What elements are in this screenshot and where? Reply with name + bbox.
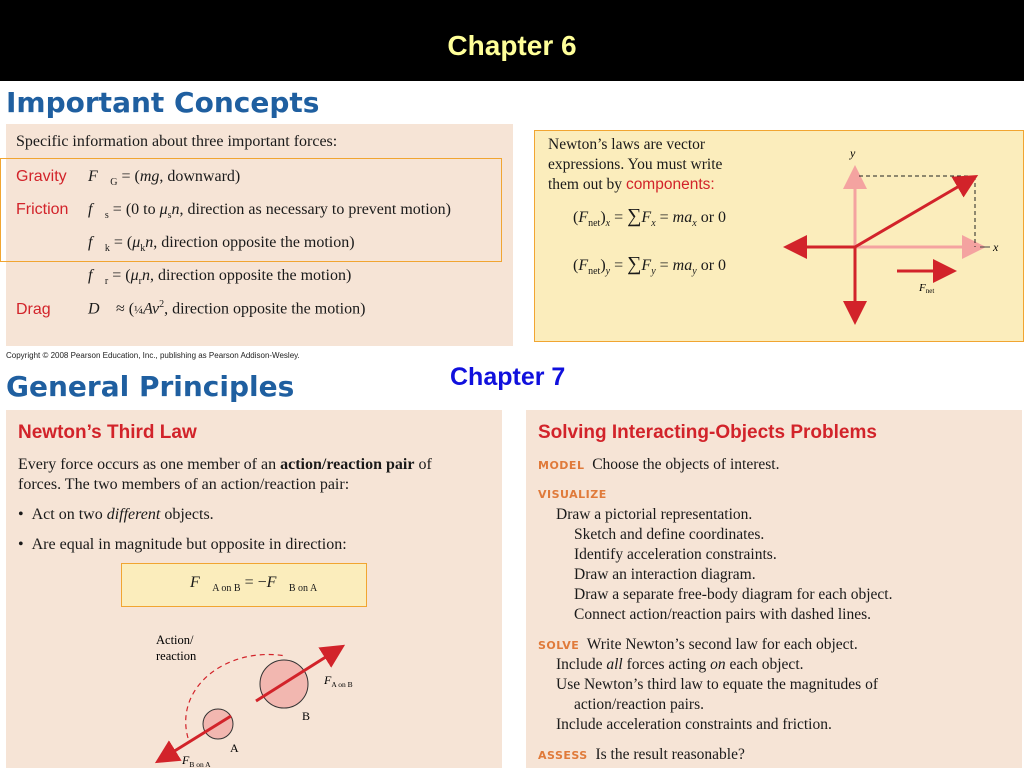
visualize-line-6: Connect action/reaction pairs with dashed lines. (574, 606, 871, 623)
visualize-tag: VISUALIZE (538, 488, 607, 501)
y-axis-label: y (850, 146, 856, 160)
model-tag: MODEL (538, 459, 585, 472)
copyright-note: Copyright © 2008 Pearson Education, Inc., publishing as Pearson Addison-Wesley. (6, 351, 300, 360)
solve-step: SOLVE Write Newton’s second law for each object. (538, 636, 858, 653)
fnet-label: Fnet (919, 282, 935, 295)
kinetic-friction-formula: $f⃗_k = (\mu_kn$, direction opposite the motion) (88, 234, 355, 255)
assess-step: ASSESS Is the result reasonable? (538, 746, 745, 763)
important-concepts-heading: Important Concepts (6, 86, 320, 119)
chapter7-title: Chapter 7 (450, 363, 566, 391)
force-b-on-a-label: $F_{B on A}$ (182, 753, 211, 768)
solve-line-4: Include acceleration constraints and friction. (556, 716, 832, 733)
label-a: A (230, 741, 239, 755)
action-reaction-diagram (136, 628, 376, 768)
general-principles-heading: General Principles (6, 370, 295, 403)
rolling-friction-formula: $f⃗_r = (\mu_rn$, direction opposite the motion) (88, 267, 352, 288)
force-components-diagram (775, 141, 1015, 336)
model-step: MODEL Choose the objects of interest. (538, 456, 780, 473)
slide-title: Chapter 6 (447, 30, 577, 61)
gravity-label: Gravity (16, 168, 67, 185)
visualize-line-1: Draw a pictorial representation. (556, 506, 753, 523)
slide-header (0, 0, 1024, 81)
visualize-line-5: Draw a separate free-body diagram for each object. (574, 586, 893, 603)
third-law-panel (6, 410, 502, 768)
third-law-title: Newton’s Third Law (18, 422, 197, 443)
visualize-line-2: Sketch and define coordinates. (574, 526, 765, 543)
solve-line-3: action/reaction pairs. (574, 696, 704, 713)
solving-problems-panel (526, 410, 1022, 768)
gravity-formula: $F⃗_G = (mg$, downward) (88, 168, 241, 189)
third-law-intro: Every force occurs as one member of an action/reaction pair of forces. The two members of an action/reaction pair: (18, 456, 432, 493)
solve-line-2: Use Newton’s third law to equate the magnitudes of (556, 676, 878, 693)
static-friction-formula: $f⃗_s = (0$ to $\mu_sn$, direction as necessary to prevent motion) (88, 201, 451, 222)
drag-formula: D⃗ ≈ ($\frac{1}{4}Av^2$, direction opposite the motion) (88, 299, 366, 318)
third-law-bullet-2: • Are equal in magnitude but opposite in direction: (18, 536, 347, 553)
third-law-formula-box (121, 563, 367, 607)
forces-panel (6, 124, 513, 346)
diagram-label-reaction: reaction (156, 649, 197, 663)
visualize-line-3: Identify acceleration constraints. (574, 546, 777, 563)
third-law-bullet-1: • Act on two different objects. (18, 506, 214, 523)
force-a-on-b-label: $F_{A on B}$ (324, 673, 353, 689)
assess-tag: ASSESS (538, 749, 588, 762)
x-axis-label: x (993, 240, 999, 254)
components-text: Newton’s laws are vector expressions. You must write them out by components: (548, 136, 723, 193)
drag-label: Drag (16, 301, 51, 318)
y-component-equation: $(F_{net})_y = \sum F_y = ma_y$ or 0 (573, 253, 727, 278)
solve-line-1: Include all forces acting on each object. (556, 656, 804, 673)
diagonal-force-arrow (855, 178, 973, 247)
solving-title: Solving Interacting-Objects Problems (538, 422, 877, 443)
forces-intro: Specific information about three important forces: (16, 133, 338, 150)
visualize-line-4: Draw an interaction diagram. (574, 566, 756, 583)
newton-components-box (534, 130, 1024, 342)
third-law-formula: $F⃗_{A on B}$ = $-F⃗_{B on A}$ (190, 574, 318, 595)
label-b: B (302, 709, 311, 723)
solve-tag: SOLVE (538, 639, 580, 652)
friction-label: Friction (16, 201, 69, 218)
diagram-label-action: Action/ (156, 633, 194, 647)
x-component-equation: $(F_{net})_x = \sum F_x = ma_x$ or 0 (573, 205, 727, 230)
